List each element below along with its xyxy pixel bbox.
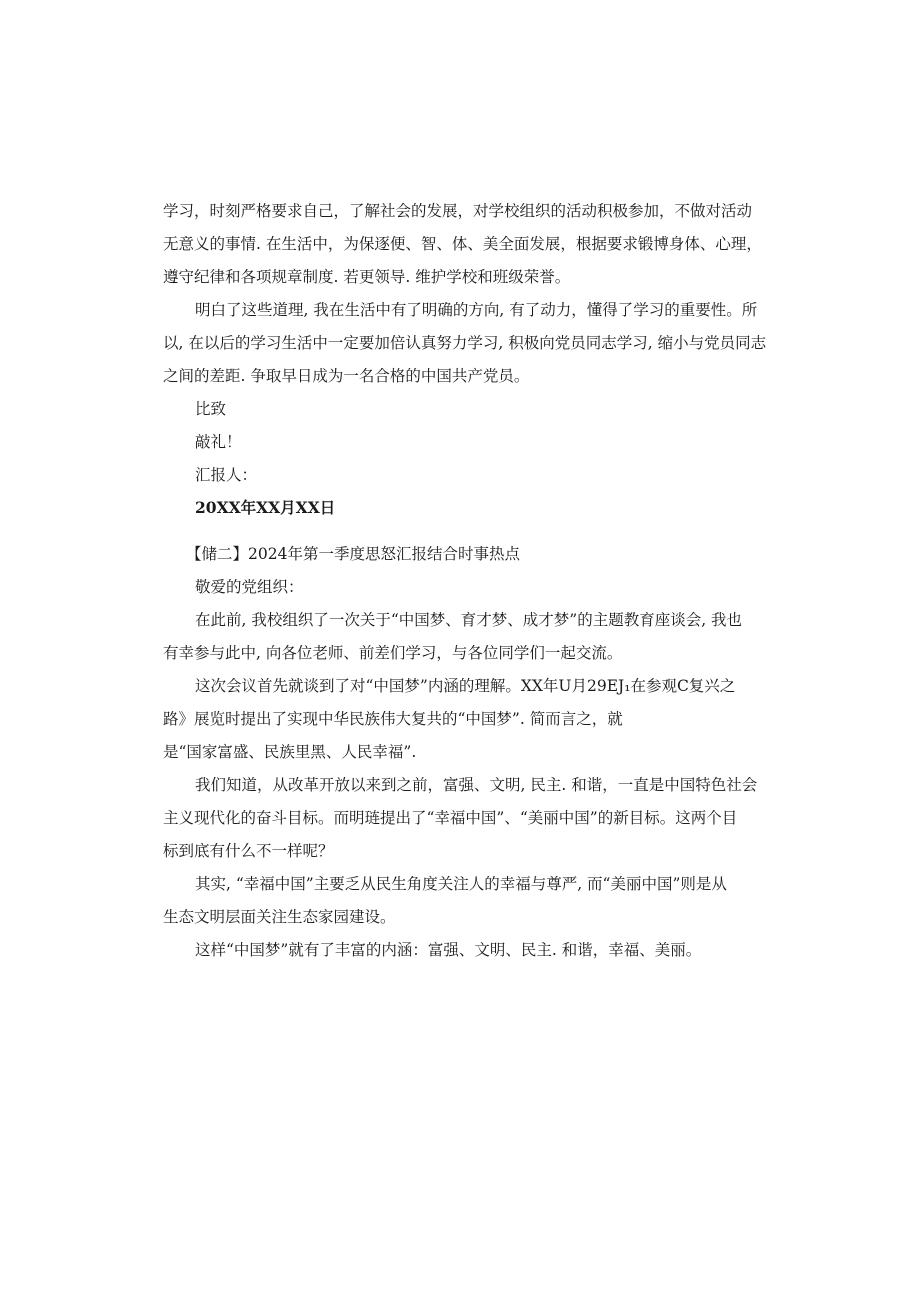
s2-p3-line3: 标到底有什么不一样呢？ [163,842,334,860]
reporter-label: 汇报人： [195,466,258,484]
para1-line1: 学习，时刻严格要求自己，了解社会的发展，对学校组织的活动积极参加，不做对活动 [163,202,753,220]
closing-cizhi: 比致 [195,400,227,418]
salutation: 敬爱的党组织： [195,578,304,596]
s2-p2-line2: 路》展览时提出了实现中华民族伟大复共的“中国梦”. 简而言之，就 [163,710,623,728]
s2-p2-line1: 这次会议首先就谈到了对“中国梦”内涵的理解。XX年U月29EJ₁在参观C复兴之 [195,677,736,695]
s2-p4-line1: 其实, “幸福中国”主要乏从民生角度关注人的幸福与尊严, 而“美丽中国”则是从 [195,875,727,893]
s2-p5-line1: 这样“中国梦”就有了丰富的内涵：富强、文明、民主. 和谐，幸福、美丽。 [195,941,702,959]
para1-line3: 遵守纪律和各项规章制度. 若更领导. 维护学校和班级荣誉。 [163,268,571,286]
s2-p3-line2: 主义现代化的奋斗目标。而明琏提出了“幸福中国”、“美丽中国”的新目标。这两个目 [163,809,738,827]
s2-p3-line1: 我们知道，从改革开放以来到之前，富强、文明, 民主. 和谐，一直是中国特色社会 [195,776,758,794]
para1-line2: 无意义的事情. 在生活中，为保逐便、智、体、美全面发展，根据要求锻博身体、心理， [163,235,762,253]
section2-heading: 【储二】2024年第一季度思怒汇报结合时事热点 [186,545,520,563]
para2-line3: 之间的差距. 争取早日成为一名合格的中国共产党员。 [163,367,530,385]
s2-p2-line3: 是“国家富盛、民族里黑、人民幸福”. [163,743,417,761]
s2-p1-line2: 有幸参与此中, 向各位老师、前差们学习，与各位同学们一起交流。 [163,644,623,662]
closing-jingli: 敲礼！ [195,433,242,451]
report-date: 20XX年XX月XX日 [195,498,336,517]
para2-line2: 以, 在以后的学习生活中一定要加倍认真努力学习, 积极向党员同志学习, 缩小与党员同志 [163,334,767,352]
para2-line1: 明白了这些道理, 我在生活中有了明确的方向, 有了动力，懂得了学习的重要性。所 [195,301,758,319]
s2-p1-line1: 在此前, 我校组织了一次关于“中国梦、育才梦、成才梦”的主题教育座谈会, 我也 [195,611,743,629]
s2-p4-line2: 生态文明层面关注生态家园建设。 [163,908,396,926]
